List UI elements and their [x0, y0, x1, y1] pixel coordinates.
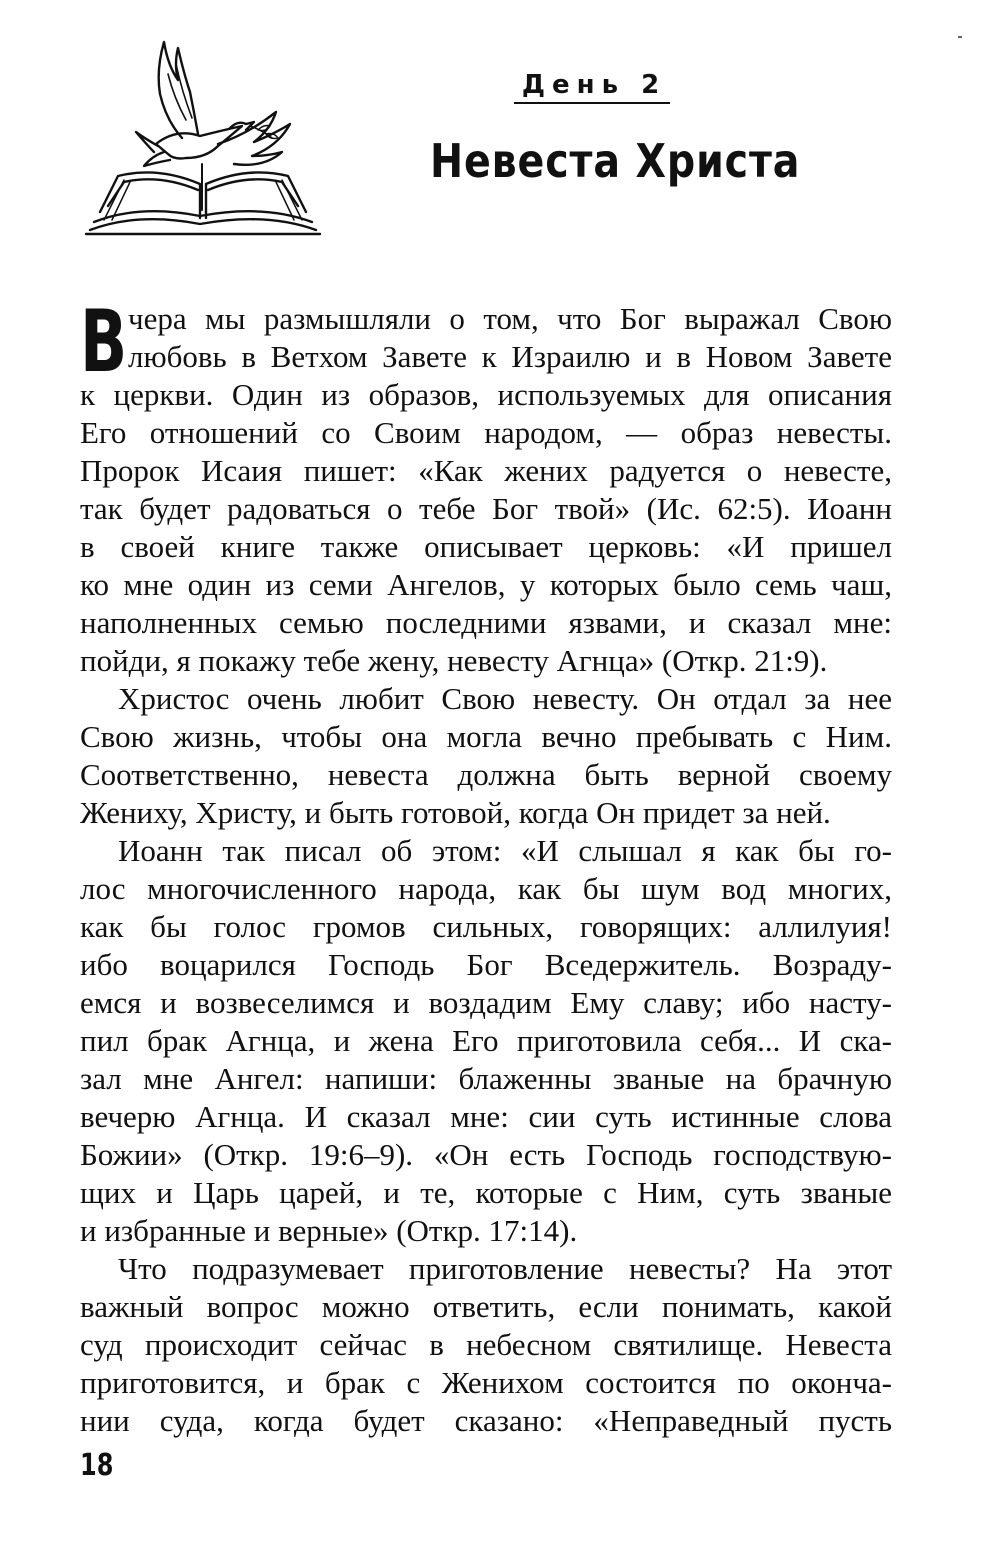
- text-line: Жениху, Христу, и быть готовой, когда Он придет за ней.: [80, 795, 831, 830]
- text-line: ко мне один из семи Ангелов, у которых было семь чаш,: [80, 567, 892, 602]
- paragraph-3: [80, 832, 892, 1250]
- text-line: вечерю Агнца. И сказал мне: сии суть истинные слова: [80, 1099, 892, 1134]
- text-line: суд происходит сейчас в небесном святилище. Невеста: [80, 1327, 892, 1362]
- text-line: Что подразумевает приготовление невесты? На этот: [118, 1251, 892, 1286]
- text-line: щих и Царь царей, и те, которые с Ним, суть званые: [80, 1175, 892, 1210]
- text-line: Его отношений со Своим народом, — образ невесты.: [80, 415, 892, 450]
- text-line: в своей книге также описывает церковь: «И пришел: [80, 529, 892, 564]
- text-line: емся и возвеселимся и воздадим Ему славу; ибо насту-: [80, 985, 892, 1020]
- chapter-body: [80, 292, 892, 1440]
- text-line: Соответственно, невеста должна быть верной своему: [80, 757, 892, 792]
- text-line: зал мне Ангел: напиши: блаженны званые на брачную: [80, 1061, 892, 1096]
- text-line: любовь в Ветхом Завете к Израилю и в Новом Завете: [128, 339, 892, 374]
- paragraph-1: [80, 292, 892, 680]
- text-line: чера мы размышляли о том, что Бог выражал Свою: [128, 301, 892, 336]
- text-line: к церкви. Один из образов, используемых для описания: [80, 377, 892, 412]
- text-line: пил брак Агнца, и жена Его приготовила себя... И ска-: [80, 1023, 892, 1058]
- chapter-title: Невеста Христа: [430, 134, 801, 188]
- text-line: Христос очень любит Свою невесту. Он отдал за нее: [118, 681, 892, 716]
- text-line: пойди, я покажу тебе жену, невесту Агнца» (Откр. 21:9).: [80, 643, 828, 678]
- scan-mark: [958, 36, 962, 38]
- text-line: Божии» (Откр. 19:6–9). «Он есть Господь господствую-: [80, 1137, 892, 1172]
- text-line: приготовится, и брак с Женихом состоится по оконча-: [80, 1365, 892, 1400]
- text-line: Пророк Исаия пишет: «Как жених радуется о невесте,: [80, 453, 892, 488]
- page-number: 18: [80, 1448, 114, 1483]
- text-line: Свою жизнь, чтобы она могла вечно пребывать с Ним.: [80, 719, 892, 754]
- day-label: День 2: [514, 70, 670, 104]
- text-line: наполненных семью последними язвами, и сказал мне:: [80, 605, 892, 640]
- dove-over-open-book-icon: [78, 34, 328, 244]
- text-line: нии суда, когда будет сказано: «Неправедный пусть: [80, 1403, 892, 1438]
- text-line: ибо воцарился Господь Бог Вседержитель. Возраду-: [80, 947, 892, 982]
- text-line: важный вопрос можно ответить, если понимать, какой: [80, 1289, 892, 1324]
- text-line: Иоанн так писал об этом: «И слышал я как бы го-: [118, 833, 892, 868]
- paragraph-4: [80, 1250, 892, 1440]
- text-line: так будет радоваться о тебе Бог твой» (Ис. 62:5). Иоанн: [80, 491, 892, 526]
- text-line: как бы голос громов сильных, говорящих: аллилуия!: [80, 909, 892, 944]
- drop-cap: В: [80, 292, 128, 392]
- text-line: и избранные и верные» (Откр. 17:14).: [80, 1213, 578, 1248]
- chapter-header: [420, 70, 840, 104]
- text-line: лос многочисленного народа, как бы шум вод многих,: [80, 871, 892, 906]
- paragraph-2: [80, 680, 892, 832]
